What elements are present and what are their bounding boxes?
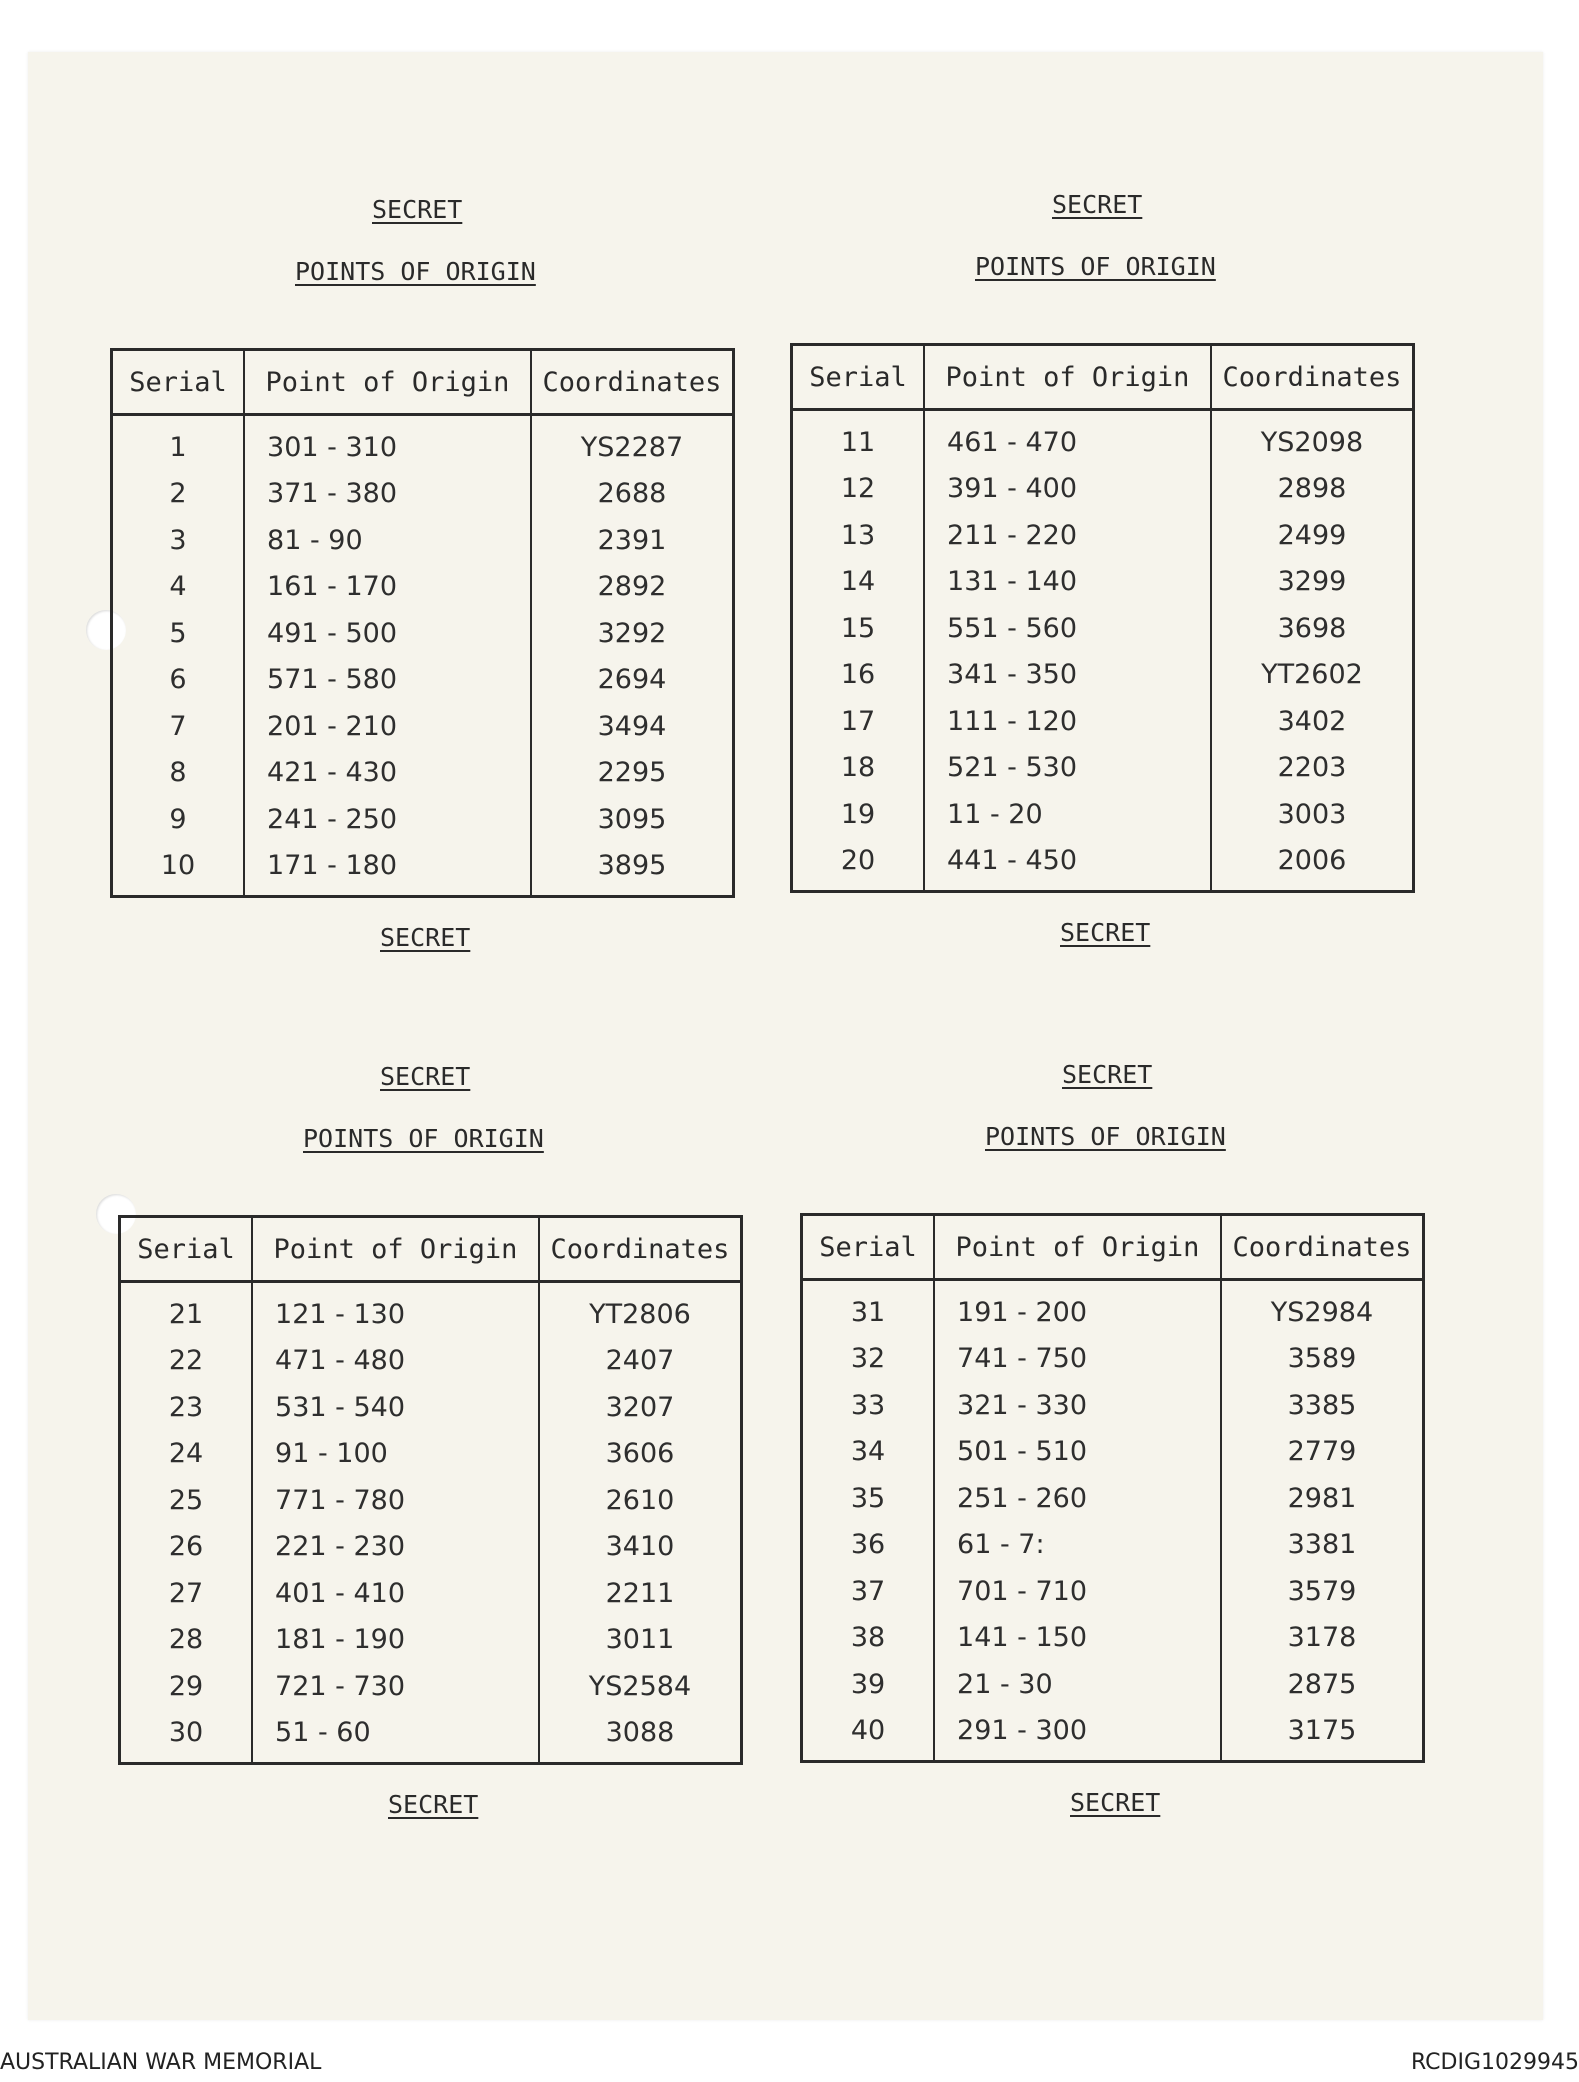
coordinates-cell: YT2806	[589, 1298, 691, 1330]
header-row	[792, 345, 1414, 410]
coordinates-cell: YS2287	[580, 431, 684, 463]
header-coordinates: Coordinates	[539, 1217, 742, 1282]
point-of-origin-cell: 341 - 350	[924, 652, 1211, 699]
header-point-of-origin: Point of Origin	[924, 345, 1211, 410]
points-of-origin-block-2	[790, 190, 1415, 947]
coordinates-cell: 2610	[605, 1484, 675, 1516]
secret-label-bottom: SECRET	[380, 923, 471, 952]
header-row	[802, 1215, 1424, 1280]
header-point-of-origin: Point of Origin	[252, 1217, 539, 1282]
table-row	[112, 843, 734, 897]
header-point-of-origin: Point of Origin	[934, 1215, 1221, 1280]
table-row	[792, 605, 1414, 652]
serial-cell: 20	[792, 838, 925, 892]
serial-cell: 8	[112, 750, 245, 797]
serial-cell: 35	[802, 1475, 935, 1522]
table-row	[802, 1708, 1424, 1762]
table-row	[112, 471, 734, 518]
header-serial: Serial	[112, 350, 245, 415]
coordinates-cell: 2211	[605, 1577, 675, 1609]
header-row	[112, 350, 734, 415]
table-row	[120, 1384, 742, 1431]
coordinates-cell: 3579	[1287, 1575, 1357, 1607]
serial-cell: 22	[120, 1338, 253, 1385]
point-of-origin-cell: 531 - 540	[252, 1384, 539, 1431]
point-of-origin-cell: 201 - 210	[244, 703, 531, 750]
coordinates-cell: 2203	[1277, 752, 1347, 784]
point-of-origin-cell: 21 - 30	[934, 1661, 1221, 1708]
point-of-origin-cell: 701 - 710	[934, 1568, 1221, 1615]
header-point-of-origin: Point of Origin	[244, 350, 531, 415]
point-of-origin-cell: 121 - 130	[252, 1282, 539, 1338]
table-row	[112, 415, 734, 471]
point-of-origin-cell: 51 - 60	[252, 1710, 539, 1764]
serial-cell: 15	[792, 605, 925, 652]
table-row	[120, 1338, 742, 1385]
serial-cell: 12	[792, 466, 925, 513]
serial-cell: 40	[802, 1708, 935, 1762]
table-row	[120, 1477, 742, 1524]
point-of-origin-cell: 291 - 300	[934, 1708, 1221, 1762]
serial-cell: 25	[120, 1477, 253, 1524]
coordinates-cell: 3606	[605, 1438, 675, 1470]
point-of-origin-cell: 301 - 310	[244, 415, 531, 471]
table-row	[792, 791, 1414, 838]
point-of-origin-cell: 171 - 180	[244, 843, 531, 897]
points-of-origin-table	[800, 1213, 1425, 1763]
table-row	[112, 796, 734, 843]
serial-cell: 33	[802, 1382, 935, 1429]
point-of-origin-cell: 111 - 120	[924, 698, 1211, 745]
table-row	[112, 750, 734, 797]
block-title: POINTS OF ORIGIN	[303, 1124, 544, 1153]
table-row	[802, 1475, 1424, 1522]
table-row	[792, 512, 1414, 559]
coordinates-cell: 3299	[1277, 566, 1347, 598]
coordinates-cell: 3410	[605, 1531, 675, 1563]
serial-cell: 10	[112, 843, 245, 897]
table-row	[112, 610, 734, 657]
serial-cell: 21	[120, 1282, 253, 1338]
serial-cell: 1	[112, 415, 245, 471]
serial-cell: 36	[802, 1522, 935, 1569]
table-row	[802, 1661, 1424, 1708]
point-of-origin-cell: 221 - 230	[252, 1524, 539, 1571]
serial-cell: 37	[802, 1568, 935, 1615]
point-of-origin-cell: 741 - 750	[934, 1336, 1221, 1383]
point-of-origin-cell: 81 - 90	[244, 517, 531, 564]
coordinates-cell: 2779	[1287, 1436, 1357, 1468]
table-row	[792, 466, 1414, 513]
serial-cell: 24	[120, 1431, 253, 1478]
coordinates-cell: 3494	[597, 710, 667, 742]
coordinates-cell: 2391	[597, 524, 667, 556]
serial-cell: 34	[802, 1429, 935, 1476]
coordinates-cell: 3385	[1287, 1389, 1357, 1421]
table-row	[792, 698, 1414, 745]
point-of-origin-cell: 401 - 410	[252, 1570, 539, 1617]
table-row	[120, 1663, 742, 1710]
points-of-origin-table	[118, 1215, 743, 1765]
block-title: POINTS OF ORIGIN	[295, 257, 536, 286]
point-of-origin-cell: 371 - 380	[244, 471, 531, 518]
coordinates-cell: 2981	[1287, 1482, 1357, 1514]
coordinates-cell: 2875	[1287, 1668, 1357, 1700]
coordinates-cell: 2407	[605, 1345, 675, 1377]
point-of-origin-cell: 181 - 190	[252, 1617, 539, 1664]
serial-cell: 27	[120, 1570, 253, 1617]
coordinates-cell: YT2602	[1261, 659, 1363, 691]
secret-label-top: SECRET	[1052, 190, 1143, 219]
header-coordinates: Coordinates	[1221, 1215, 1424, 1280]
point-of-origin-cell: 491 - 500	[244, 610, 531, 657]
serial-cell: 31	[802, 1280, 935, 1336]
coordinates-cell: 3589	[1287, 1343, 1357, 1375]
point-of-origin-cell: 211 - 220	[924, 512, 1211, 559]
table-row	[120, 1617, 742, 1664]
point-of-origin-cell: 91 - 100	[252, 1431, 539, 1478]
secret-label-bottom: SECRET	[388, 1790, 479, 1819]
table-row	[802, 1615, 1424, 1662]
table-row	[120, 1282, 742, 1338]
point-of-origin-cell: 421 - 430	[244, 750, 531, 797]
table-row	[792, 745, 1414, 792]
header-coordinates: Coordinates	[531, 350, 734, 415]
coordinates-cell: 2688	[597, 478, 667, 510]
points-of-origin-table	[790, 343, 1415, 893]
serial-cell: 5	[112, 610, 245, 657]
header-serial: Serial	[802, 1215, 935, 1280]
coordinates-cell: 3175	[1287, 1715, 1357, 1747]
table-row	[802, 1522, 1424, 1569]
header-coordinates: Coordinates	[1211, 345, 1414, 410]
serial-cell: 26	[120, 1524, 253, 1571]
coordinates-cell: 3402	[1277, 705, 1347, 737]
point-of-origin-cell: 321 - 330	[934, 1382, 1221, 1429]
serial-cell: 28	[120, 1617, 253, 1664]
points-of-origin-block-3	[118, 1062, 743, 1819]
footer-right: RCDIG1029945	[1410, 2050, 1579, 2075]
secret-label-top: SECRET	[380, 1062, 471, 1091]
table-row	[112, 657, 734, 704]
coordinates-cell: YS2098	[1260, 426, 1364, 458]
serial-cell: 18	[792, 745, 925, 792]
serial-cell: 39	[802, 1661, 935, 1708]
coordinates-cell: 2006	[1277, 845, 1347, 877]
secret-label-top: SECRET	[1062, 1060, 1153, 1089]
coordinates-cell: 2892	[597, 571, 667, 603]
table-row	[802, 1336, 1424, 1383]
coordinates-cell: 2694	[597, 664, 667, 696]
serial-cell: 13	[792, 512, 925, 559]
point-of-origin-cell: 471 - 480	[252, 1338, 539, 1385]
table-row	[802, 1382, 1424, 1429]
serial-cell: 3	[112, 517, 245, 564]
point-of-origin-cell: 571 - 580	[244, 657, 531, 704]
coordinates-cell: 3895	[597, 850, 667, 882]
serial-cell: 6	[112, 657, 245, 704]
table-row	[120, 1710, 742, 1764]
serial-cell: 29	[120, 1663, 253, 1710]
point-of-origin-cell: 501 - 510	[934, 1429, 1221, 1476]
coordinates-cell: 3292	[597, 617, 667, 649]
table-row	[112, 703, 734, 750]
coordinates-cell: 2499	[1277, 519, 1347, 551]
points-of-origin-block-1	[110, 195, 735, 952]
table-row	[792, 410, 1414, 466]
points-of-origin-block-4	[800, 1060, 1425, 1817]
serial-cell: 38	[802, 1615, 935, 1662]
point-of-origin-cell: 771 - 780	[252, 1477, 539, 1524]
point-of-origin-cell: 461 - 470	[924, 410, 1211, 466]
coordinates-cell: YS2584	[588, 1670, 692, 1702]
coordinates-cell: 2295	[597, 757, 667, 789]
secret-label-bottom: SECRET	[1070, 1788, 1161, 1817]
point-of-origin-cell: 551 - 560	[924, 605, 1211, 652]
coordinates-cell: 3088	[605, 1717, 675, 1749]
table-row	[792, 559, 1414, 606]
coordinates-cell: 3698	[1277, 612, 1347, 644]
serial-cell: 17	[792, 698, 925, 745]
point-of-origin-cell: 131 - 140	[924, 559, 1211, 606]
table-row	[792, 652, 1414, 699]
table-row	[112, 517, 734, 564]
coordinates-cell: YS2984	[1270, 1296, 1374, 1328]
serial-cell: 16	[792, 652, 925, 699]
header-row	[120, 1217, 742, 1282]
table-row	[120, 1524, 742, 1571]
table-row	[802, 1280, 1424, 1336]
point-of-origin-cell: 141 - 150	[934, 1615, 1221, 1662]
serial-cell: 23	[120, 1384, 253, 1431]
table-row	[792, 838, 1414, 892]
table-row	[802, 1429, 1424, 1476]
header-serial: Serial	[792, 345, 925, 410]
header-serial: Serial	[120, 1217, 253, 1282]
point-of-origin-cell: 441 - 450	[924, 838, 1211, 892]
point-of-origin-cell: 721 - 730	[252, 1663, 539, 1710]
coordinates-cell: 3011	[605, 1624, 675, 1656]
coordinates-cell: 3178	[1287, 1622, 1357, 1654]
serial-cell: 9	[112, 796, 245, 843]
coordinates-cell: 3003	[1277, 798, 1347, 830]
table-row	[120, 1570, 742, 1617]
serial-cell: 19	[792, 791, 925, 838]
point-of-origin-cell: 61 - 7:	[934, 1522, 1221, 1569]
point-of-origin-cell: 161 - 170	[244, 564, 531, 611]
secret-label-bottom: SECRET	[1060, 918, 1151, 947]
secret-label-top: SECRET	[372, 195, 463, 224]
table-row	[112, 564, 734, 611]
footer-left: AUSTRALIAN WAR MEMORIAL	[0, 2050, 322, 2075]
block-title: POINTS OF ORIGIN	[975, 252, 1216, 281]
serial-cell: 14	[792, 559, 925, 606]
point-of-origin-cell: 391 - 400	[924, 466, 1211, 513]
point-of-origin-cell: 251 - 260	[934, 1475, 1221, 1522]
point-of-origin-cell: 11 - 20	[924, 791, 1211, 838]
serial-cell: 4	[112, 564, 245, 611]
serial-cell: 7	[112, 703, 245, 750]
coordinates-cell: 2898	[1277, 473, 1347, 505]
point-of-origin-cell: 521 - 530	[924, 745, 1211, 792]
coordinates-cell: 3095	[597, 803, 667, 835]
serial-cell: 30	[120, 1710, 253, 1764]
table-row	[120, 1431, 742, 1478]
block-title: POINTS OF ORIGIN	[985, 1122, 1226, 1151]
coordinates-cell: 3381	[1287, 1529, 1357, 1561]
table-row	[802, 1568, 1424, 1615]
serial-cell: 32	[802, 1336, 935, 1383]
serial-cell: 2	[112, 471, 245, 518]
coordinates-cell: 3207	[605, 1391, 675, 1423]
points-of-origin-table	[110, 348, 735, 898]
point-of-origin-cell: 191 - 200	[934, 1280, 1221, 1336]
point-of-origin-cell: 241 - 250	[244, 796, 531, 843]
serial-cell: 11	[792, 410, 925, 466]
